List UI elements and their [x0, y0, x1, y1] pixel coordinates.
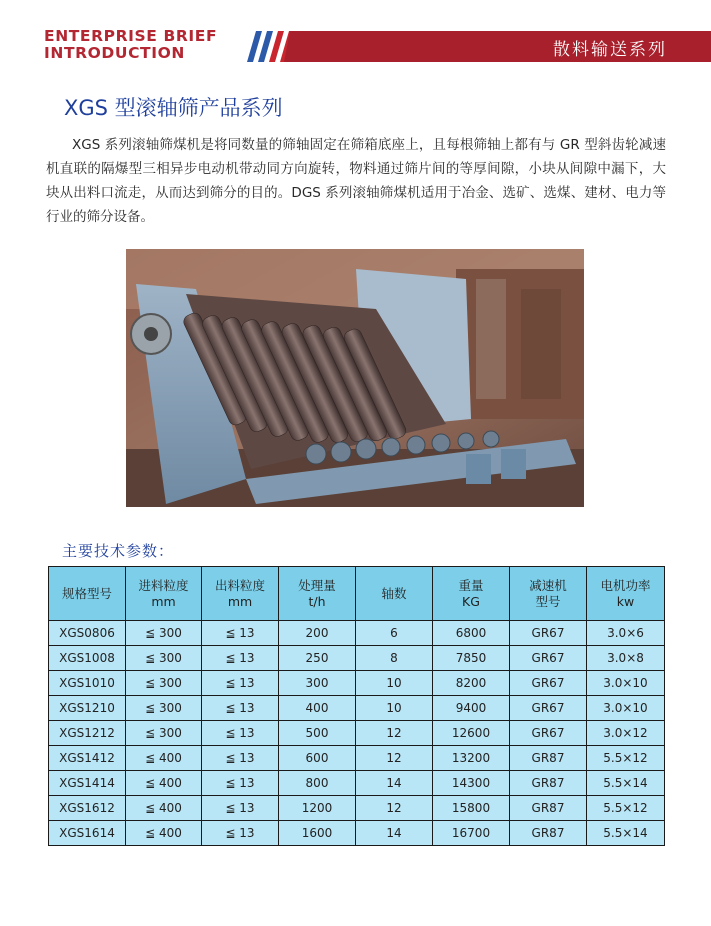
specs-table: [48, 566, 665, 846]
table-cell: XGS1210: [49, 696, 126, 721]
column-header-line2: t/h: [308, 593, 326, 609]
table-cell: 800: [279, 771, 356, 796]
specs-heading: 主要技术参数：: [62, 542, 175, 560]
column-header: [202, 567, 279, 621]
table-header-row: [49, 567, 665, 621]
table-cell: 3.0×10: [587, 696, 665, 721]
table-cell: 200: [279, 621, 356, 646]
table-cell: GR87: [510, 746, 587, 771]
table-cell: XGS1212: [49, 721, 126, 746]
column-header: [510, 567, 587, 621]
table-row: [49, 796, 665, 821]
table-row: [49, 821, 665, 846]
column-header-line1: 轴数: [381, 585, 407, 601]
column-header: [433, 567, 510, 621]
table-cell: 600: [279, 746, 356, 771]
table-cell: 14: [356, 821, 433, 846]
table-cell: 9400: [433, 696, 510, 721]
table-cell: 12: [356, 796, 433, 821]
column-header-line2: mm: [151, 593, 176, 609]
column-header-line2: kw: [616, 593, 635, 609]
table-cell: 6800: [433, 621, 510, 646]
table-cell: 14: [356, 771, 433, 796]
table-cell: ≦ 13: [202, 646, 279, 671]
table-cell: 3.0×6: [587, 621, 665, 646]
table-cell: 10: [356, 671, 433, 696]
column-header-line1: 电机功率: [600, 577, 651, 593]
table-cell: ≦ 13: [202, 721, 279, 746]
table-cell: ≦ 13: [202, 771, 279, 796]
column-header-line1: 重量: [458, 577, 484, 593]
table-row: [49, 621, 665, 646]
column-header: [356, 567, 433, 621]
column-header-line1: 进料粒度: [138, 577, 189, 593]
table-cell: ≦ 400: [126, 746, 202, 771]
table-cell: ≦ 13: [202, 696, 279, 721]
table-cell: 6: [356, 621, 433, 646]
table-cell: ≦ 300: [126, 671, 202, 696]
table-cell: GR67: [510, 621, 587, 646]
table-cell: ≦ 13: [202, 821, 279, 846]
table-cell: GR67: [510, 696, 587, 721]
table-cell: ≦ 400: [126, 771, 202, 796]
table-cell: 16700: [433, 821, 510, 846]
table-cell: 3.0×8: [587, 646, 665, 671]
table-row: [49, 771, 665, 796]
table-cell: 7850: [433, 646, 510, 671]
table-cell: 12: [356, 721, 433, 746]
table-cell: ≦ 13: [202, 796, 279, 821]
table-cell: 1200: [279, 796, 356, 821]
table-row: [49, 696, 665, 721]
table-cell: 5.5×14: [587, 771, 665, 796]
table-cell: ≦ 13: [202, 621, 279, 646]
table-body: [49, 621, 665, 846]
column-header-line1: 出料粒度: [214, 577, 265, 593]
table-cell: 5.5×12: [587, 796, 665, 821]
table-cell: 3.0×12: [587, 721, 665, 746]
table-cell: 13200: [433, 746, 510, 771]
brand-line-1: ENTERPRISE BRIEF: [44, 27, 218, 45]
product-title: XGS 型滚轴筛产品系列: [64, 96, 283, 120]
table-cell: 15800: [433, 796, 510, 821]
table-cell: GR87: [510, 821, 587, 846]
table-cell: 300: [279, 671, 356, 696]
table-cell: 400: [279, 696, 356, 721]
product-photo: [126, 249, 584, 507]
table-cell: 12600: [433, 721, 510, 746]
table-cell: ≦ 300: [126, 646, 202, 671]
column-header: [49, 567, 126, 621]
table-cell: ≦ 400: [126, 796, 202, 821]
column-header-line2: 型号: [535, 593, 561, 609]
column-header-line1: 规格型号: [61, 585, 112, 601]
table-cell: XGS1412: [49, 746, 126, 771]
table-cell: GR87: [510, 796, 587, 821]
table-cell: 500: [279, 721, 356, 746]
table-cell: XGS1010: [49, 671, 126, 696]
table-cell: 10: [356, 696, 433, 721]
table-cell: ≦ 400: [126, 821, 202, 846]
table-cell: GR67: [510, 721, 587, 746]
table-cell: 14300: [433, 771, 510, 796]
table-cell: 5.5×14: [587, 821, 665, 846]
table-row: [49, 721, 665, 746]
column-header: [126, 567, 202, 621]
table-cell: 8200: [433, 671, 510, 696]
table-cell: XGS1414: [49, 771, 126, 796]
column-header: [279, 567, 356, 621]
table-cell: ≦ 13: [202, 671, 279, 696]
series-banner: [290, 31, 711, 62]
brand-title: [44, 28, 217, 62]
page-header: [0, 0, 711, 80]
table-cell: 12: [356, 746, 433, 771]
table-cell: GR67: [510, 646, 587, 671]
column-header: [587, 567, 665, 621]
table-cell: XGS0806: [49, 621, 126, 646]
table-row: [49, 671, 665, 696]
table-cell: ≦ 13: [202, 746, 279, 771]
table-row: [49, 746, 665, 771]
product-intro: XGS 系列滚轴筛煤机是将同数量的筛轴固定在筛箱底座上，且每根筛轴上都有与 GR 型斜齿轮减速机直联的隔爆型三相异步电动机带动同方向旋转，物料通过筛片间的等厚间隙，小块从间隙中漏下，大块从出料口流走，从而达到筛分的目的。DGS 系列滚轴筛煤机适用于冶金、选矿、选煤、建材、电力等行业的筛分设备。: [46, 137, 666, 225]
table-cell: ≦ 300: [126, 696, 202, 721]
table-cell: 8: [356, 646, 433, 671]
series-title: 散料输送系列: [553, 40, 667, 60]
brand-line-2: INTRODUCTION: [44, 44, 185, 62]
column-header-line2: KG: [462, 593, 480, 609]
table-cell: XGS1612: [49, 796, 126, 821]
table-cell: ≦ 300: [126, 721, 202, 746]
table-cell: ≦ 300: [126, 621, 202, 646]
table-cell: GR87: [510, 771, 587, 796]
table-cell: GR67: [510, 671, 587, 696]
column-header-line1: 减速机: [529, 577, 567, 593]
table-cell: 250: [279, 646, 356, 671]
column-header-line2: mm: [227, 593, 253, 609]
column-header-line1: 处理量: [298, 577, 336, 593]
table-cell: XGS1008: [49, 646, 126, 671]
table-cell: XGS1614: [49, 821, 126, 846]
table-row: [49, 646, 665, 671]
table-cell: 1600: [279, 821, 356, 846]
table-cell: 3.0×10: [587, 671, 665, 696]
table-cell: 5.5×12: [587, 746, 665, 771]
